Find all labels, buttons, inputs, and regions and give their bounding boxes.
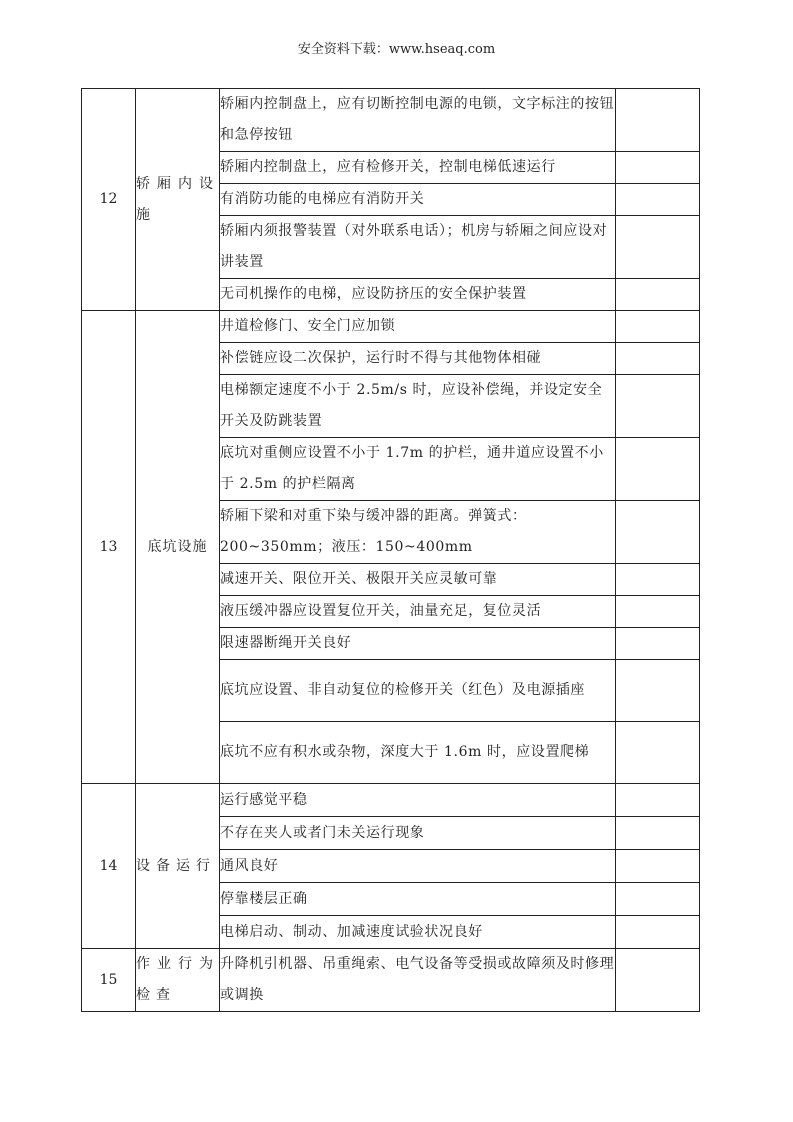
check-item: 轿厢内须报警装置（对外联系电话）；机房与轿厢之间应设对讲装置 — [220, 216, 616, 279]
section-number: 14 — [82, 784, 136, 949]
result-cell[interactable] — [616, 883, 700, 916]
check-item: 升降机引机器、吊重绳索、电气设备等受损或故障须及时修理或调换 — [220, 949, 616, 1012]
section-category: 设备运行 — [136, 784, 220, 949]
check-item: 电梯启动、制动、加减速度试验状况良好 — [220, 916, 616, 949]
result-cell[interactable] — [616, 628, 700, 660]
check-item: 不存在夹人或者门未关运行现象 — [220, 817, 616, 850]
section-category: 轿厢内设施 — [136, 89, 220, 311]
section-number: 13 — [82, 311, 136, 784]
result-cell[interactable] — [616, 89, 700, 152]
check-item: 井道检修门、安全门应加锁 — [220, 311, 616, 343]
section-number: 15 — [82, 949, 136, 1012]
check-item: 补偿链应设二次保护，运行时不得与其他物体相碰 — [220, 343, 616, 375]
result-cell[interactable] — [616, 722, 700, 784]
result-cell[interactable] — [616, 817, 700, 850]
result-cell[interactable] — [616, 596, 700, 628]
check-item: 运行感觉平稳 — [220, 784, 616, 817]
result-cell[interactable] — [616, 501, 700, 564]
check-item: 底坑不应有积水或杂物，深度大于 1.6m 时，应设置爬梯 — [220, 722, 616, 784]
check-item: 轿厢内控制盘上，应有检修开关，控制电梯低速运行 — [220, 152, 616, 184]
check-item: 无司机操作的电梯，应设防挤压的安全保护装置 — [220, 279, 616, 311]
check-item: 电梯额定速度不小于 2.5m/s 时，应设补偿绳，并设定安全开关及防跳装置 — [220, 375, 616, 438]
result-cell[interactable] — [616, 343, 700, 375]
page-header: 安全资料下载：www.hseaq.com — [297, 42, 496, 57]
result-cell[interactable] — [616, 375, 700, 438]
result-cell[interactable] — [616, 279, 700, 311]
result-cell[interactable] — [616, 564, 700, 596]
result-cell[interactable] — [616, 311, 700, 343]
result-cell[interactable] — [616, 949, 700, 1012]
inspection-checklist-table — [81, 88, 700, 1012]
check-item: 液压缓冲器应设置复位开关，油量充足，复位灵活 — [220, 596, 616, 628]
result-cell[interactable] — [616, 152, 700, 184]
check-item: 底坑对重侧应设置不小于 1.7m 的护栏，通井道应设置不小于 2.5m 的护栏隔离 — [220, 438, 616, 501]
check-item: 限速器断绳开关良好 — [220, 628, 616, 660]
result-cell[interactable] — [616, 184, 700, 216]
result-cell[interactable] — [616, 916, 700, 949]
result-cell[interactable] — [616, 438, 700, 501]
section-category: 底坑设施 — [136, 311, 220, 784]
result-cell[interactable] — [616, 216, 700, 279]
check-item: 减速开关、限位开关、极限开关应灵敏可靠 — [220, 564, 616, 596]
check-item: 停靠楼层正确 — [220, 883, 616, 916]
check-item: 有消防功能的电梯应有消防开关 — [220, 184, 616, 216]
check-item: 轿厢下梁和对重下染与缓冲器的距离。弹簧式：200~350mm；液压：150~400mm — [220, 501, 616, 564]
check-item: 底坑应设置、非自动复位的检修开关（红色）及电源插座 — [220, 660, 616, 722]
result-cell[interactable] — [616, 850, 700, 883]
check-item: 轿厢内控制盘上，应有切断控制电源的电锁，文字标注的按钮和急停按钮 — [220, 89, 616, 152]
result-cell[interactable] — [616, 784, 700, 817]
result-cell[interactable] — [616, 660, 700, 722]
check-item: 通风良好 — [220, 850, 616, 883]
section-category: 作业行为检查 — [136, 949, 220, 1012]
section-number: 12 — [82, 89, 136, 311]
